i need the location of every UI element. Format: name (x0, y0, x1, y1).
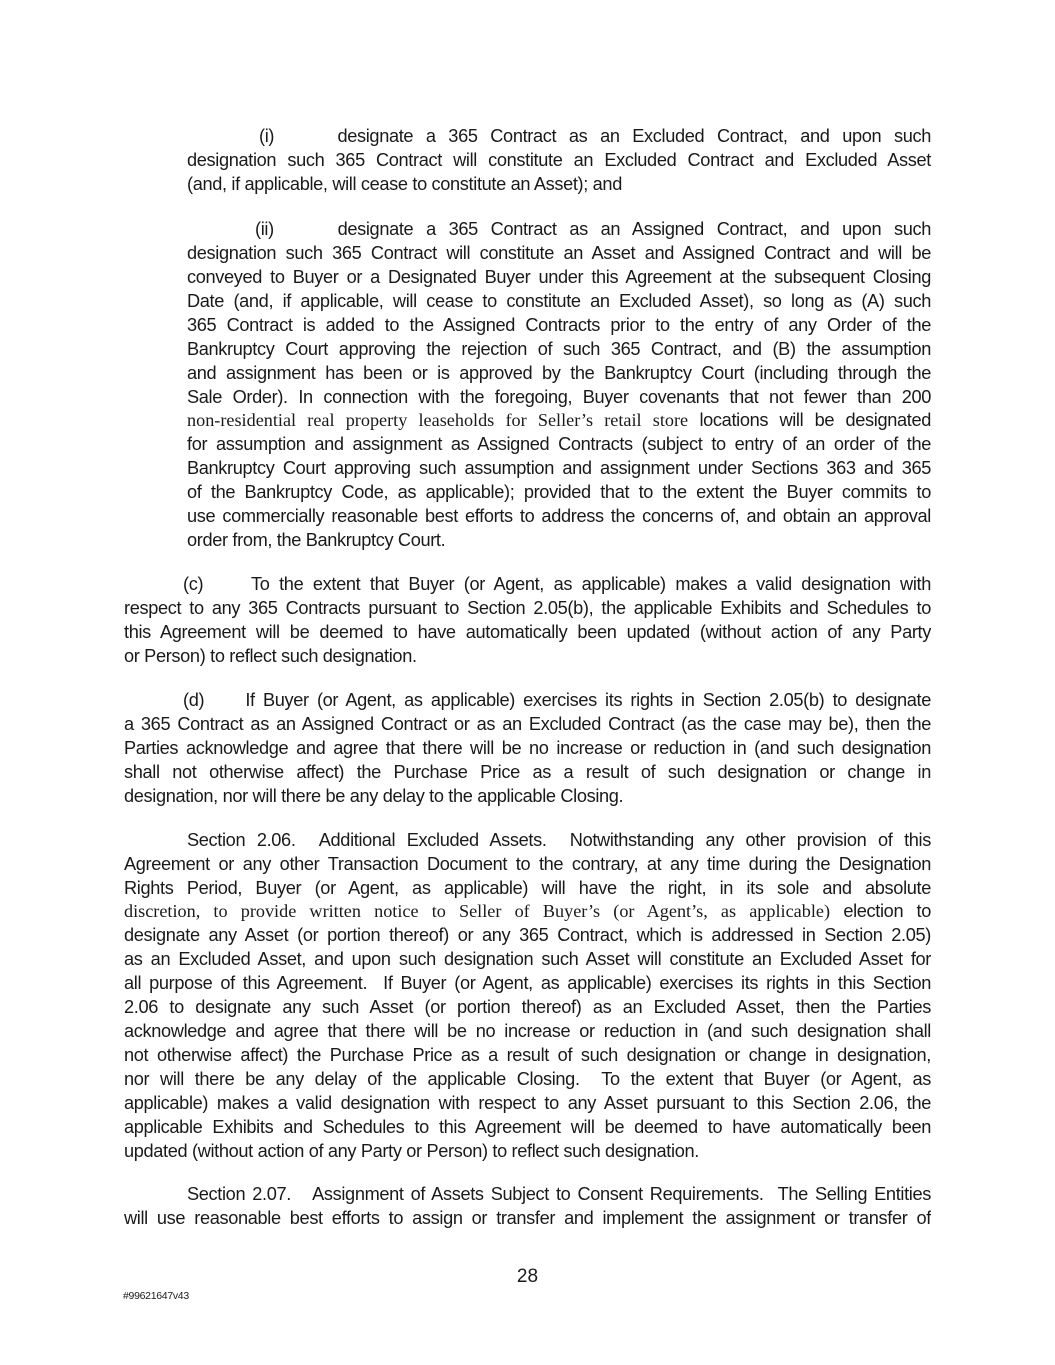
text-line: Rights Period, Buyer (or Agent, as applicable) will have the right, in its sole and absolute (124, 878, 931, 898)
text-line: Bankruptcy Court approving the rejection of such 365 Contract, and (B) the assumption (187, 339, 931, 359)
document-id: #99621647v43 (123, 1290, 189, 1302)
text-line: (and, if applicable, will cease to constitute an Asset); and (187, 174, 622, 194)
text-line: acknowledge and agree that there will be no increase or reduction in (and such designation shall (124, 1021, 931, 1041)
text-line: of the Bankruptcy Code, as applicable); provided that to the extent the Buyer commits to (187, 482, 931, 502)
section-heading-line: Section 2.07. Assignment of Assets Subject to Consent Requirements. The Selling Entities (187, 1184, 931, 1204)
sans-text-segment: locations will be designated (688, 410, 931, 430)
text-line: use commercially reasonable best efforts to address the concerns of, and obtain an approval (187, 506, 931, 526)
serif-text-segment: discretion, to provide written notice to Seller of Buyer’s (or Agent’s, as applicable) (124, 901, 831, 921)
text-line: or Person) to reflect such designation. (124, 646, 417, 666)
text-line: Parties acknowledge and agree that there will be no increase or reduction in (and such designation (124, 738, 931, 758)
text-line: applicable) makes a valid designation with respect to any Asset pursuant to this Section 2.06, the (124, 1093, 931, 1113)
text-line-mixed-font (124, 899, 931, 923)
text-line: as an Excluded Asset, and upon such designation such Asset will constitute an Excluded Asset for (124, 949, 931, 969)
text-line: for assumption and assignment as Assigned Contracts (subject to entry of an order of the (187, 434, 931, 454)
text-line: 365 Contract is added to the Assigned Contracts prior to the entry of any Order of the (187, 315, 931, 335)
text-line: Sale Order). In connection with the foregoing, Buyer covenants that not fewer than 200 (187, 387, 931, 407)
sans-text-segment: election to (830, 901, 931, 921)
text-line: Agreement or any other Transaction Document to the contrary, at any time during the Designation (124, 854, 931, 874)
text-line: (d) If Buyer (or Agent, as applicable) exercises its rights in Section 2.05(b) to designate (183, 690, 931, 710)
text-line: all purpose of this Agreement. If Buyer (or Agent, as applicable) exercises its rights in this Section (124, 973, 931, 993)
text-line: Date (and, if applicable, will cease to constitute an Excluded Asset), so long as (A) such (187, 291, 931, 311)
text-line: designate any Asset (or portion thereof) or any 365 Contract, which is addressed in Section 2.05) (124, 925, 931, 945)
text-line: respect to any 365 Contracts pursuant to Section 2.05(b), the applicable Exhibits and Schedules to (124, 598, 931, 618)
text-line: designation such 365 Contract will constitute an Excluded Contract and Excluded Asset (187, 150, 931, 170)
text-line: (ii) designate a 365 Contract as an Assigned Contract, and upon such (255, 219, 931, 239)
text-line: Bankruptcy Court approving such assumption and assignment under Sections 363 and 365 (187, 458, 931, 478)
text-line: not otherwise affect) the Purchase Price as a result of such designation or change in designation, (124, 1045, 931, 1065)
text-line: 2.06 to designate any such Asset (or portion thereof) as an Excluded Asset, then the Parties (124, 997, 931, 1017)
text-line-mixed-font (187, 408, 931, 432)
text-line: this Agreement will be deemed to have automatically been updated (without action of any Party (124, 622, 931, 642)
text-line: designation such 365 Contract will constitute an Asset and Assigned Contract and will be (187, 243, 931, 263)
text-line: and assignment has been or is approved by the Bankruptcy Court (including through the (187, 363, 931, 383)
text-line: designation, nor will there be any delay to the applicable Closing. (124, 786, 624, 806)
serif-text-segment: non-residential real property leaseholds for Seller’s retail store (187, 410, 689, 430)
text-line: nor will there be any delay of the applicable Closing. To the extent that Buyer (or Agent, as (124, 1069, 931, 1089)
section-heading-line: Section 2.06. Additional Excluded Assets. Notwithstanding any other provision of this (187, 830, 931, 850)
text-line: a 365 Contract as an Assigned Contract or as an Excluded Contract (as the case may be), then the (124, 714, 931, 734)
text-line: updated (without action of any Party or Person) to reflect such designation. (124, 1141, 699, 1161)
page-number: 28 (516, 1266, 539, 1287)
text-line: (i) designate a 365 Contract as an Excluded Contract, and upon such (259, 126, 931, 146)
text-line: conveyed to Buyer or a Designated Buyer under this Agreement at the subsequent Closing (187, 267, 931, 287)
text-line: (c) To the extent that Buyer (or Agent, as applicable) makes a valid designation with (183, 574, 931, 594)
text-line: order from, the Bankruptcy Court. (187, 530, 446, 550)
text-line: will use reasonable best efforts to assign or transfer and implement the assignment or transfer of (124, 1208, 931, 1228)
text-line: applicable Exhibits and Schedules to this Agreement will be deemed to have automatically been (124, 1117, 931, 1137)
text-line: shall not otherwise affect) the Purchase Price as a result of such designation or change in (124, 762, 931, 782)
